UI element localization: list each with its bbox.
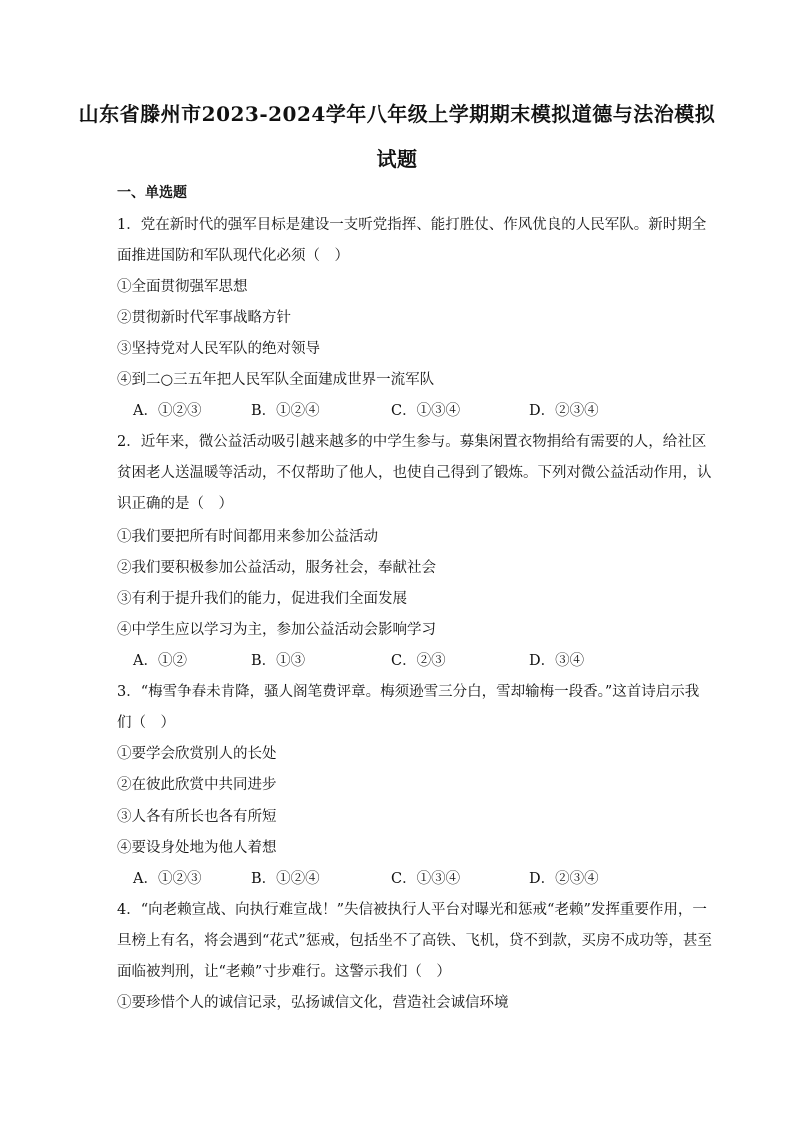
q2-option-a: A．①② — [133, 653, 187, 669]
q3-item: ②在彼此欣赏中共同进步 — [117, 777, 277, 793]
q4-stem-line: 4．“向老赖宣战、向执行难宣战！”失信被执行人平台对曝光和惩戒“老赖”发挥重要作用，一 — [117, 902, 707, 918]
document-title-line2: 试题 — [376, 147, 418, 171]
q2-options — [133, 649, 733, 669]
q1-option-a: A．①②③ — [133, 403, 202, 419]
q3-options — [133, 867, 733, 887]
q2-item: ④中学生应以学习为主，参加公益活动会影响学习 — [117, 622, 436, 638]
q2-option-b: B．①③ — [251, 653, 306, 669]
q2-stem-line: 识正确的是（ ） — [117, 496, 233, 512]
q2-item: ③有利于提升我们的能力，促进我们全面发展 — [117, 591, 407, 607]
q1-option-d: D．②③④ — [529, 403, 599, 419]
q4-stem-line: 旦榜上有名，将会遇到“花式”惩戒，包括坐不了高铁、飞机，贷不到款，买房不成功等，甚至 — [117, 933, 712, 949]
section-heading: 一、单选题 — [117, 185, 187, 201]
q3-stem-line: 3．“梅雪争春未肯降，骚人阁笔费评章。梅须逊雪三分白，雪却输梅一段香。”这首诗启示我 — [117, 684, 700, 700]
q3-option-b: B．①②④ — [251, 871, 320, 887]
q2-stem-line: 2．近年来，微公益活动吸引越来越多的中学生参与。募集闲置衣物捐给有需要的人，给社区 — [117, 434, 707, 450]
document-title-line1: 山东省滕州市2023-2024学年八年级上学期期末模拟道德与法治模拟 — [78, 102, 716, 126]
q3-item: ④要设身处地为他人着想 — [117, 840, 277, 856]
q2-stem-line: 贫困老人送温暖等活动，不仅帮助了他人，也使自己得到了锻炼。下列对微公益活动作用，认 — [117, 465, 712, 481]
q1-options — [133, 399, 733, 419]
q2-option-d: D．③④ — [529, 653, 585, 669]
q3-item: ①要学会欣赏别人的长处 — [117, 746, 277, 762]
q3-stem-line: 们（ ） — [117, 715, 175, 731]
q3-option-c: C．①③④ — [391, 871, 461, 887]
q1-item: ④到二○三五年把人民军队全面建成世界一流军队 — [117, 372, 435, 388]
q1-option-c: C．①③④ — [391, 403, 461, 419]
q3-option-a: A．①②③ — [133, 871, 202, 887]
q3-option-d: D．②③④ — [529, 871, 599, 887]
q1-option-b: B．①②④ — [251, 403, 320, 419]
q1-item: ①全面贯彻强军思想 — [117, 279, 248, 295]
q4-stem-line: 面临被判刑，让“老赖”寸步难行。这警示我们（ ） — [117, 964, 451, 980]
q1-stem-line: 1．党在新时代的强军目标是建设一支听党指挥、能打胜仗、作风优良的人民军队。新时期全 — [117, 217, 707, 233]
q4-item: ①要珍惜个人的诚信记录，弘扬诚信文化，营造社会诚信环境 — [117, 995, 509, 1011]
q1-item: ③坚持党对人民军队的绝对领导 — [117, 341, 320, 357]
q2-item: ①我们要把所有时间都用来参加公益活动 — [117, 529, 378, 545]
q3-item: ③人各有所长也各有所短 — [117, 809, 277, 825]
q2-option-c: C．②③ — [391, 653, 446, 669]
q2-item: ②我们要积极参加公益活动，服务社会，奉献社会 — [117, 560, 436, 576]
q1-stem-line: 面推进国防和军队现代化必须（ ） — [117, 248, 349, 264]
q1-item: ②贯彻新时代军事战略方针 — [117, 310, 291, 326]
